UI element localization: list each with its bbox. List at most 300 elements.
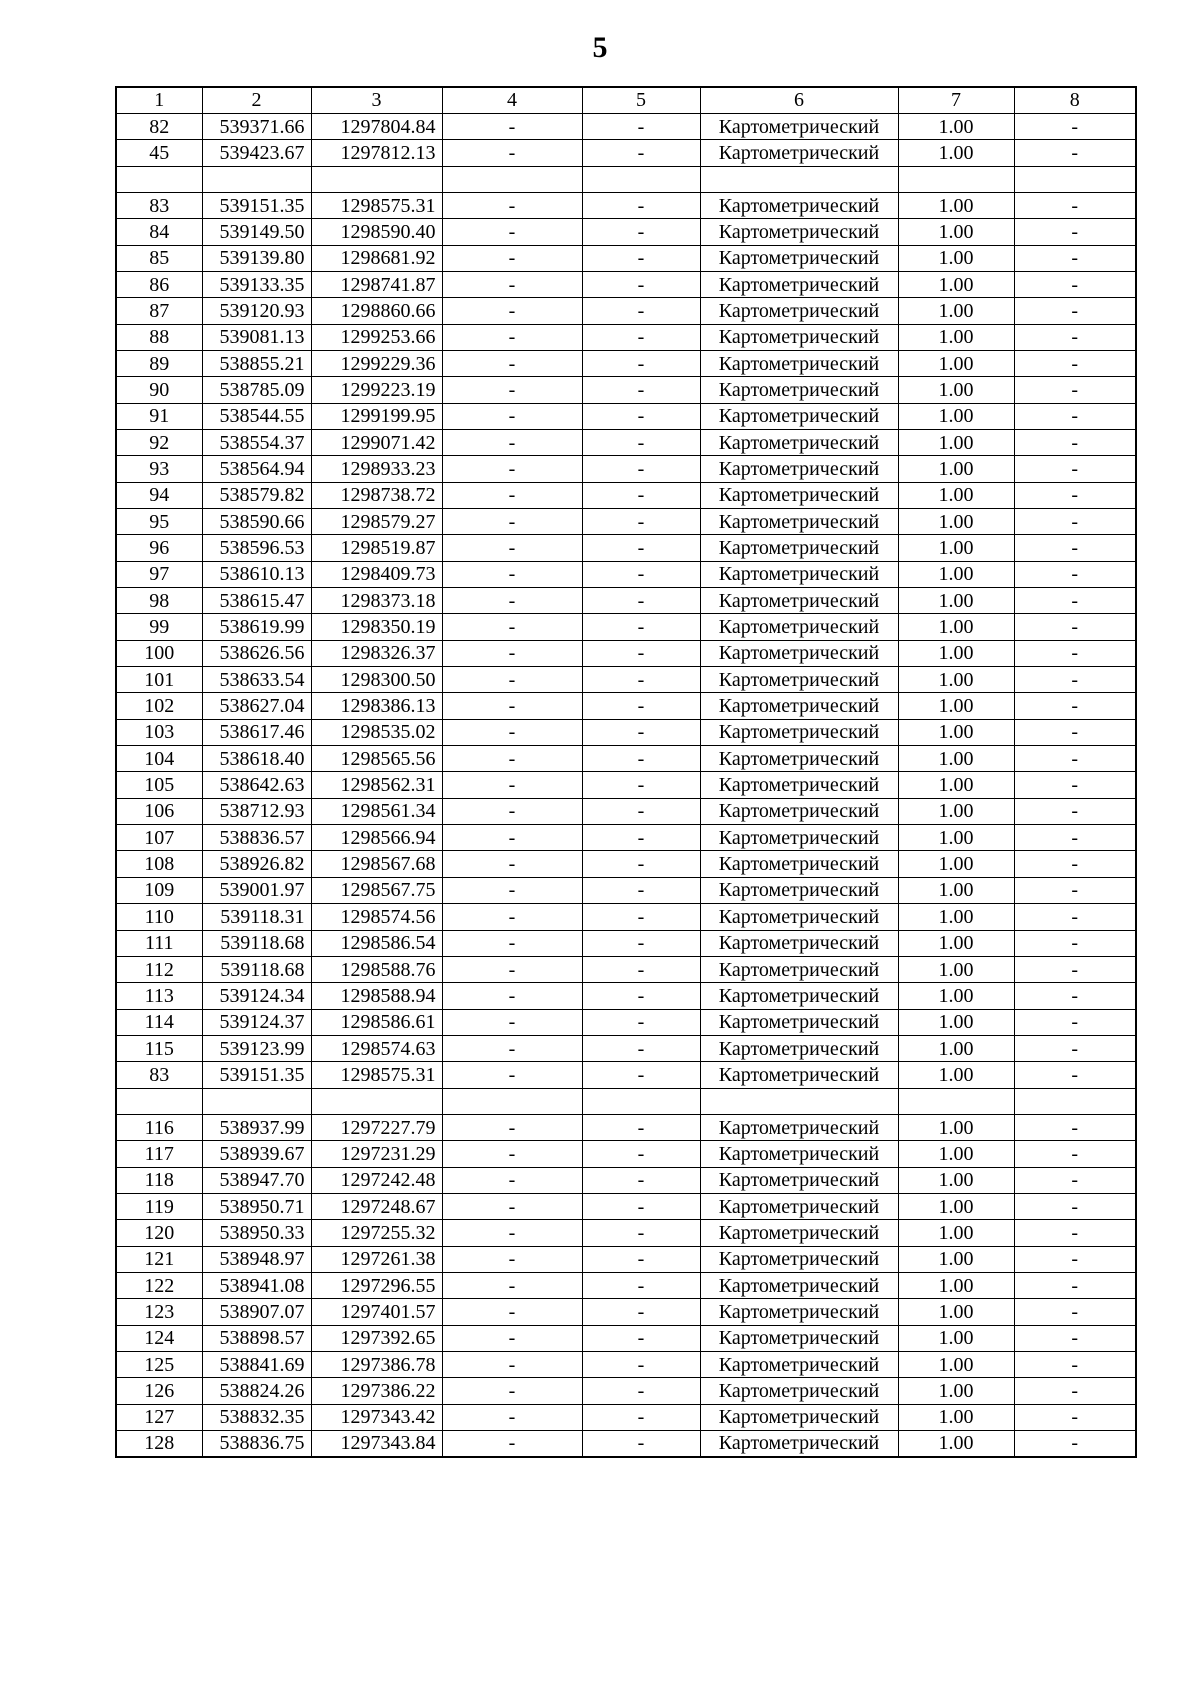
method-cell: Картометрический — [700, 956, 898, 982]
col5-cell: - — [582, 1404, 700, 1430]
col5-cell: - — [582, 1141, 700, 1167]
table-row — [116, 1062, 1136, 1088]
method-cell: Картометрический — [700, 825, 898, 851]
table-row — [116, 1035, 1136, 1061]
point-number-cell: 83 — [116, 1062, 202, 1088]
col4-cell: - — [442, 1246, 582, 1272]
col4-cell: - — [442, 772, 582, 798]
x-coordinate-cell: 539133.35 — [202, 271, 311, 297]
point-number-cell: 100 — [116, 640, 202, 666]
x-coordinate-cell: 538939.67 — [202, 1141, 311, 1167]
x-coordinate-cell: 538633.54 — [202, 667, 311, 693]
col5-cell: - — [582, 693, 700, 719]
accuracy-cell: 1.00 — [898, 825, 1014, 851]
table-row — [116, 245, 1136, 271]
accuracy-cell: 1.00 — [898, 1193, 1014, 1219]
table-row — [116, 271, 1136, 297]
point-number-cell: 117 — [116, 1141, 202, 1167]
point-number-cell: 126 — [116, 1378, 202, 1404]
table-row — [116, 1272, 1136, 1298]
col8-cell: - — [1014, 350, 1136, 376]
x-coordinate-cell: 538907.07 — [202, 1299, 311, 1325]
point-number-cell: 109 — [116, 877, 202, 903]
point-number-cell: 127 — [116, 1404, 202, 1430]
col5-cell: - — [582, 535, 700, 561]
accuracy-cell: 1.00 — [898, 535, 1014, 561]
x-coordinate-cell: 538554.37 — [202, 429, 311, 455]
y-coordinate-cell — [311, 1088, 442, 1114]
method-cell: Картометрический — [700, 930, 898, 956]
point-number-cell: 110 — [116, 904, 202, 930]
accuracy-cell: 1.00 — [898, 1167, 1014, 1193]
y-coordinate-cell: 1297242.48 — [311, 1167, 442, 1193]
header-cell: 4 — [442, 87, 582, 113]
method-cell: Картометрический — [700, 456, 898, 482]
x-coordinate-cell: 538898.57 — [202, 1325, 311, 1351]
col4-cell: - — [442, 1325, 582, 1351]
point-number-cell: 116 — [116, 1114, 202, 1140]
x-coordinate-cell: 539139.80 — [202, 245, 311, 271]
point-number-cell: 111 — [116, 930, 202, 956]
method-cell: Картометрический — [700, 719, 898, 745]
point-number-cell: 122 — [116, 1272, 202, 1298]
y-coordinate-cell: 1299199.95 — [311, 403, 442, 429]
y-coordinate-cell: 1297343.42 — [311, 1404, 442, 1430]
accuracy-cell: 1.00 — [898, 113, 1014, 139]
col4-cell: - — [442, 667, 582, 693]
col5-cell: - — [582, 983, 700, 1009]
x-coordinate-cell: 538950.33 — [202, 1220, 311, 1246]
x-coordinate-cell: 538824.26 — [202, 1378, 311, 1404]
method-cell: Картометрический — [700, 1246, 898, 1272]
col8-cell — [1014, 1088, 1136, 1114]
method-cell: Картометрический — [700, 324, 898, 350]
col4-cell: - — [442, 482, 582, 508]
col8-cell: - — [1014, 825, 1136, 851]
y-coordinate-cell: 1298681.92 — [311, 245, 442, 271]
accuracy-cell: 1.00 — [898, 245, 1014, 271]
col4-cell: - — [442, 640, 582, 666]
col8-cell: - — [1014, 746, 1136, 772]
table-row — [116, 113, 1136, 139]
col8-cell: - — [1014, 1035, 1136, 1061]
x-coordinate-cell: 539123.99 — [202, 1035, 311, 1061]
method-cell: Картометрический — [700, 1167, 898, 1193]
col8-cell: - — [1014, 1325, 1136, 1351]
y-coordinate-cell: 1298588.76 — [311, 956, 442, 982]
table-row — [116, 219, 1136, 245]
method-cell: Картометрический — [700, 1035, 898, 1061]
y-coordinate-cell: 1297261.38 — [311, 1246, 442, 1272]
col4-cell: - — [442, 429, 582, 455]
accuracy-cell: 1.00 — [898, 956, 1014, 982]
table-row — [116, 667, 1136, 693]
col8-cell: - — [1014, 509, 1136, 535]
col5-cell: - — [582, 1035, 700, 1061]
point-number-cell: 114 — [116, 1009, 202, 1035]
method-cell: Картометрический — [700, 561, 898, 587]
col8-cell: - — [1014, 1141, 1136, 1167]
accuracy-cell: 1.00 — [898, 772, 1014, 798]
col8-cell: - — [1014, 1352, 1136, 1378]
col8-cell: - — [1014, 877, 1136, 903]
method-cell: Картометрический — [700, 1299, 898, 1325]
col8-cell: - — [1014, 693, 1136, 719]
y-coordinate-cell: 1299071.42 — [311, 429, 442, 455]
col5-cell: - — [582, 377, 700, 403]
point-number-cell: 101 — [116, 667, 202, 693]
col5-cell: - — [582, 667, 700, 693]
col8-cell: - — [1014, 667, 1136, 693]
point-number-cell: 128 — [116, 1431, 202, 1457]
point-number-cell: 98 — [116, 588, 202, 614]
col4-cell: - — [442, 1272, 582, 1298]
method-cell: Картометрический — [700, 1352, 898, 1378]
col5-cell: - — [582, 877, 700, 903]
y-coordinate-cell: 1298586.61 — [311, 1009, 442, 1035]
table-row — [116, 1299, 1136, 1325]
y-coordinate-cell: 1298933.23 — [311, 456, 442, 482]
accuracy-cell: 1.00 — [898, 1325, 1014, 1351]
x-coordinate-cell: 538950.71 — [202, 1193, 311, 1219]
col8-cell: - — [1014, 1378, 1136, 1404]
method-cell: Картометрический — [700, 219, 898, 245]
col4-cell: - — [442, 851, 582, 877]
point-number-cell: 85 — [116, 245, 202, 271]
x-coordinate-cell: 538937.99 — [202, 1114, 311, 1140]
y-coordinate-cell: 1298579.27 — [311, 509, 442, 535]
table-row — [116, 403, 1136, 429]
table-row — [116, 1167, 1136, 1193]
col5-cell: - — [582, 350, 700, 376]
x-coordinate-cell — [202, 1088, 311, 1114]
x-coordinate-cell: 538855.21 — [202, 350, 311, 376]
col5-cell: - — [582, 904, 700, 930]
col5-cell: - — [582, 219, 700, 245]
table-row — [116, 482, 1136, 508]
accuracy-cell: 1.00 — [898, 1378, 1014, 1404]
header-cell: 2 — [202, 87, 311, 113]
accuracy-cell: 1.00 — [898, 904, 1014, 930]
accuracy-cell: 1.00 — [898, 746, 1014, 772]
table-row — [116, 877, 1136, 903]
col4-cell: - — [442, 113, 582, 139]
method-cell: Картометрический — [700, 667, 898, 693]
y-coordinate-cell: 1299229.36 — [311, 350, 442, 376]
col4-cell: - — [442, 298, 582, 324]
header-cell: 8 — [1014, 87, 1136, 113]
point-number-cell: 119 — [116, 1193, 202, 1219]
col8-cell: - — [1014, 561, 1136, 587]
col4-cell: - — [442, 245, 582, 271]
y-coordinate-cell: 1297248.67 — [311, 1193, 442, 1219]
point-number-cell: 94 — [116, 482, 202, 508]
col8-cell: - — [1014, 456, 1136, 482]
accuracy-cell: 1.00 — [898, 1141, 1014, 1167]
point-number-cell: 112 — [116, 956, 202, 982]
method-cell: Картометрический — [700, 877, 898, 903]
point-number-cell: 104 — [116, 746, 202, 772]
col8-cell: - — [1014, 983, 1136, 1009]
y-coordinate-cell: 1298567.68 — [311, 851, 442, 877]
y-coordinate-cell: 1298574.56 — [311, 904, 442, 930]
accuracy-cell: 1.00 — [898, 588, 1014, 614]
col5-cell: - — [582, 1246, 700, 1272]
x-coordinate-cell: 539118.68 — [202, 956, 311, 982]
x-coordinate-cell: 539151.35 — [202, 1062, 311, 1088]
y-coordinate-cell: 1297227.79 — [311, 1114, 442, 1140]
col4-cell: - — [442, 403, 582, 429]
point-number-cell: 103 — [116, 719, 202, 745]
table-row — [116, 1141, 1136, 1167]
x-coordinate-cell: 539120.93 — [202, 298, 311, 324]
table-row — [116, 350, 1136, 376]
col8-cell: - — [1014, 245, 1136, 271]
y-coordinate-cell: 1297386.22 — [311, 1378, 442, 1404]
point-number-cell — [116, 1088, 202, 1114]
table-row — [116, 324, 1136, 350]
col4-cell: - — [442, 1299, 582, 1325]
accuracy-cell: 1.00 — [898, 1431, 1014, 1457]
col4-cell: - — [442, 561, 582, 587]
col5-cell: - — [582, 614, 700, 640]
col5-cell: - — [582, 825, 700, 851]
col8-cell: - — [1014, 377, 1136, 403]
y-coordinate-cell: 1298350.19 — [311, 614, 442, 640]
y-coordinate-cell: 1297401.57 — [311, 1299, 442, 1325]
method-cell: Картометрический — [700, 482, 898, 508]
col4-cell: - — [442, 1404, 582, 1430]
col8-cell: - — [1014, 956, 1136, 982]
col8-cell: - — [1014, 1431, 1136, 1457]
accuracy-cell: 1.00 — [898, 930, 1014, 956]
method-cell: Картометрический — [700, 614, 898, 640]
x-coordinate-cell: 539081.13 — [202, 324, 311, 350]
col4-cell — [442, 166, 582, 192]
col8-cell: - — [1014, 1193, 1136, 1219]
x-coordinate-cell: 539151.35 — [202, 192, 311, 218]
point-number-cell: 105 — [116, 772, 202, 798]
col5-cell: - — [582, 1325, 700, 1351]
col4-cell: - — [442, 1035, 582, 1061]
table-row — [116, 535, 1136, 561]
method-cell: Картометрический — [700, 983, 898, 1009]
table-row — [116, 1431, 1136, 1457]
point-number-cell: 86 — [116, 271, 202, 297]
col8-cell: - — [1014, 113, 1136, 139]
x-coordinate-cell: 539423.67 — [202, 140, 311, 166]
page-number: 5 — [592, 31, 608, 64]
method-cell: Картометрический — [700, 535, 898, 561]
y-coordinate-cell: 1298574.63 — [311, 1035, 442, 1061]
col8-cell: - — [1014, 192, 1136, 218]
col4-cell: - — [442, 350, 582, 376]
point-number-cell: 125 — [116, 1352, 202, 1378]
table-row — [116, 298, 1136, 324]
table-row — [116, 588, 1136, 614]
accuracy-cell: 1.00 — [898, 271, 1014, 297]
accuracy-cell: 1.00 — [898, 1272, 1014, 1298]
table-row — [116, 614, 1136, 640]
y-coordinate-cell: 1297812.13 — [311, 140, 442, 166]
col4-cell: - — [442, 1193, 582, 1219]
method-cell: Картометрический — [700, 377, 898, 403]
y-coordinate-cell: 1298409.73 — [311, 561, 442, 587]
table-row — [116, 1352, 1136, 1378]
table-row — [116, 1325, 1136, 1351]
accuracy-cell: 1.00 — [898, 1009, 1014, 1035]
col4-cell: - — [442, 1062, 582, 1088]
col5-cell — [582, 166, 700, 192]
table-row — [116, 561, 1136, 587]
col8-cell: - — [1014, 930, 1136, 956]
x-coordinate-cell: 538615.47 — [202, 588, 311, 614]
point-number-cell: 120 — [116, 1220, 202, 1246]
y-coordinate-cell: 1298519.87 — [311, 535, 442, 561]
method-cell: Картометрический — [700, 1431, 898, 1457]
point-number-cell: 88 — [116, 324, 202, 350]
point-number-cell: 84 — [116, 219, 202, 245]
method-cell: Картометрический — [700, 298, 898, 324]
col8-cell: - — [1014, 1246, 1136, 1272]
col4-cell: - — [442, 1352, 582, 1378]
col5-cell: - — [582, 851, 700, 877]
point-number-cell: 92 — [116, 429, 202, 455]
point-number-cell: 97 — [116, 561, 202, 587]
table-row — [116, 166, 1136, 192]
point-number-cell: 93 — [116, 456, 202, 482]
col4-cell: - — [442, 535, 582, 561]
x-coordinate-cell: 539118.68 — [202, 930, 311, 956]
x-coordinate-cell: 539118.31 — [202, 904, 311, 930]
y-coordinate-cell: 1298561.34 — [311, 798, 442, 824]
point-number-cell: 89 — [116, 350, 202, 376]
y-coordinate-cell: 1298588.94 — [311, 983, 442, 1009]
point-number-cell: 113 — [116, 983, 202, 1009]
y-coordinate-cell: 1297255.32 — [311, 1220, 442, 1246]
col8-cell: - — [1014, 798, 1136, 824]
col4-cell: - — [442, 1167, 582, 1193]
x-coordinate-cell: 539149.50 — [202, 219, 311, 245]
y-coordinate-cell: 1297343.84 — [311, 1431, 442, 1457]
x-coordinate-cell — [202, 166, 311, 192]
col5-cell: - — [582, 930, 700, 956]
x-coordinate-cell: 538596.53 — [202, 535, 311, 561]
table-row — [116, 719, 1136, 745]
method-cell: Картометрический — [700, 1141, 898, 1167]
col4-cell: - — [442, 877, 582, 903]
method-cell: Картометрический — [700, 798, 898, 824]
col8-cell: - — [1014, 1404, 1136, 1430]
y-coordinate-cell: 1298562.31 — [311, 772, 442, 798]
method-cell: Картометрический — [700, 1325, 898, 1351]
method-cell: Картометрический — [700, 1272, 898, 1298]
method-cell: Картометрический — [700, 403, 898, 429]
y-coordinate-cell: 1298741.87 — [311, 271, 442, 297]
col4-cell: - — [442, 219, 582, 245]
y-coordinate-cell: 1298575.31 — [311, 1062, 442, 1088]
col4-cell: - — [442, 324, 582, 350]
point-number-cell: 123 — [116, 1299, 202, 1325]
table-row — [116, 798, 1136, 824]
col4-cell: - — [442, 904, 582, 930]
method-cell: Картометрический — [700, 693, 898, 719]
col5-cell: - — [582, 1378, 700, 1404]
col4-cell: - — [442, 588, 582, 614]
accuracy-cell: 1.00 — [898, 877, 1014, 903]
x-coordinate-cell: 538544.55 — [202, 403, 311, 429]
method-cell: Картометрический — [700, 1220, 898, 1246]
col8-cell: - — [1014, 1009, 1136, 1035]
accuracy-cell: 1.00 — [898, 482, 1014, 508]
y-coordinate-cell: 1298566.94 — [311, 825, 442, 851]
col8-cell: - — [1014, 1272, 1136, 1298]
accuracy-cell: 1.00 — [898, 693, 1014, 719]
header-cell: 6 — [700, 87, 898, 113]
col8-cell — [1014, 166, 1136, 192]
point-number-cell: 115 — [116, 1035, 202, 1061]
col8-cell: - — [1014, 429, 1136, 455]
accuracy-cell — [898, 1088, 1014, 1114]
col5-cell — [582, 1088, 700, 1114]
table-row — [116, 192, 1136, 218]
col8-cell: - — [1014, 851, 1136, 877]
col5-cell: - — [582, 245, 700, 271]
y-coordinate-cell: 1298373.18 — [311, 588, 442, 614]
accuracy-cell: 1.00 — [898, 983, 1014, 1009]
accuracy-cell: 1.00 — [898, 1352, 1014, 1378]
y-coordinate-cell: 1297804.84 — [311, 113, 442, 139]
table-row — [116, 930, 1136, 956]
accuracy-cell: 1.00 — [898, 456, 1014, 482]
x-coordinate-cell: 538832.35 — [202, 1404, 311, 1430]
col4-cell: - — [442, 983, 582, 1009]
point-number-cell: 91 — [116, 403, 202, 429]
col4-cell: - — [442, 719, 582, 745]
col4-cell: - — [442, 1114, 582, 1140]
col5-cell: - — [582, 1062, 700, 1088]
point-number-cell: 82 — [116, 113, 202, 139]
accuracy-cell: 1.00 — [898, 403, 1014, 429]
accuracy-cell: 1.00 — [898, 1114, 1014, 1140]
col8-cell: - — [1014, 324, 1136, 350]
y-coordinate-cell: 1297392.65 — [311, 1325, 442, 1351]
table-row — [116, 693, 1136, 719]
col5-cell: - — [582, 140, 700, 166]
col5-cell: - — [582, 509, 700, 535]
col4-cell: - — [442, 192, 582, 218]
table-body — [116, 87, 1136, 1457]
col5-cell: - — [582, 113, 700, 139]
accuracy-cell: 1.00 — [898, 640, 1014, 666]
col4-cell: - — [442, 1009, 582, 1035]
y-coordinate-cell: 1297231.29 — [311, 1141, 442, 1167]
accuracy-cell: 1.00 — [898, 377, 1014, 403]
method-cell: Картометрический — [700, 746, 898, 772]
col4-cell: - — [442, 1431, 582, 1457]
method-cell — [700, 1088, 898, 1114]
col4-cell: - — [442, 956, 582, 982]
method-cell: Картометрический — [700, 509, 898, 535]
x-coordinate-cell: 539371.66 — [202, 113, 311, 139]
col8-cell: - — [1014, 640, 1136, 666]
accuracy-cell: 1.00 — [898, 1062, 1014, 1088]
coordinates-table — [115, 86, 1137, 1458]
col5-cell: - — [582, 956, 700, 982]
col8-cell: - — [1014, 535, 1136, 561]
col5-cell: - — [582, 1272, 700, 1298]
col5-cell: - — [582, 798, 700, 824]
